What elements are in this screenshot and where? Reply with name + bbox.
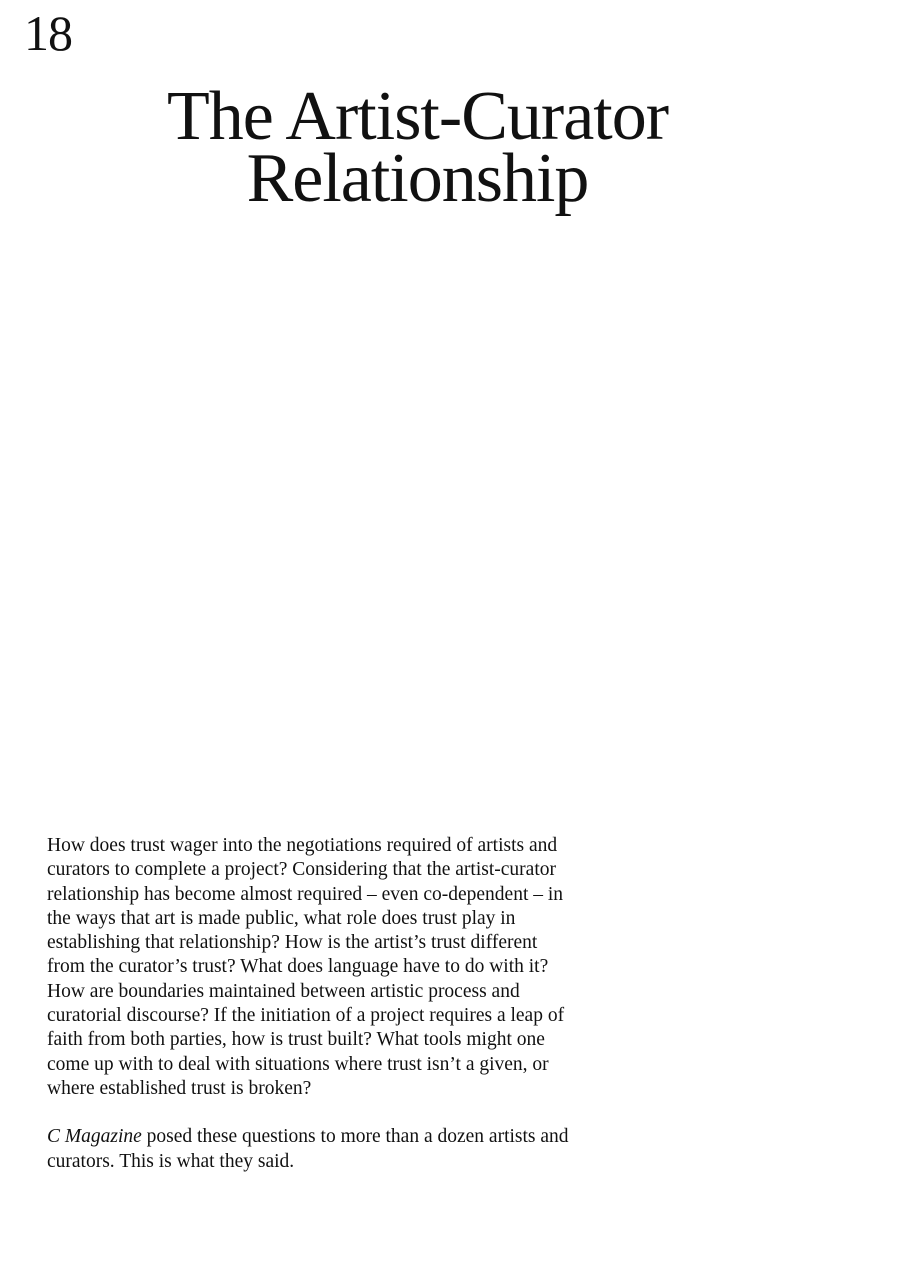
intro-text bbox=[47, 834, 577, 1174]
page-number: 18 bbox=[24, 5, 72, 61]
page-title bbox=[0, 78, 835, 217]
intro-paragraph-2-text: posed these questions to more than a dozen artists and curators. This is what they said. bbox=[47, 1126, 569, 1172]
page-title-line-1: The Artist-Curator bbox=[166, 78, 669, 155]
magazine-name: C Magazine bbox=[47, 1126, 142, 1148]
page-title-line-2: Relationship bbox=[246, 140, 589, 217]
intro-paragraph-1: How does trust wager into the negotiations required of artists and curators to complete a project? Considering that the artist-curator relationship has become almost required – even co-dependent – in the ways that art is made public, what role does trust play in establishing that relationship? How is the artist’s trust different from the curator’s trust? What does language have to do with it? How are boundaries maintained between artistic process and curatorial discourse? If the initiation of a project requires a leap of faith from both parties, how is trust built? What tools might one come up with to deal with situations where trust isn’t a given, or where established trust is broken? bbox=[47, 835, 565, 1099]
intro-paragraph-2 bbox=[47, 1125, 577, 1174]
